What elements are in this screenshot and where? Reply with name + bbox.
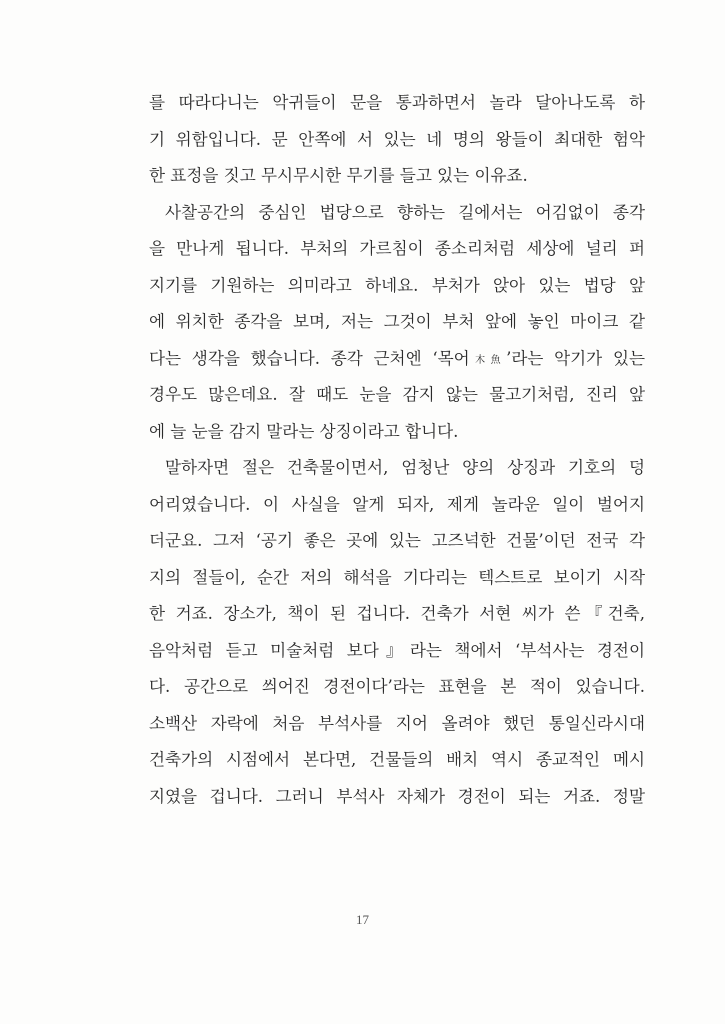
body-text xyxy=(149,85,645,815)
text-line: 를 따라다니는 악귀들이 문을 통과하면서 놀라 달아나도록 하 xyxy=(149,93,645,112)
text-line: 에 늘 눈을 감지 말라는 상징이라고 합니다. xyxy=(149,421,459,441)
text-line: 기 위함입니다. 문 안쪽에 서 있는 네 명의 왕들이 최대한 험악 xyxy=(149,129,645,149)
hanja-annotation: 木魚 xyxy=(469,354,507,366)
text-line: 사찰공간의 중심인 법당으로 향하는 길에서는 어김없이 종각 xyxy=(165,202,645,222)
text-line: 한 거죠. 장소가, 책이 된 겁니다. 건축가 서현 씨가 쓴『건축, xyxy=(149,604,645,623)
text-line: 지기를 기원하는 의미라고 하네요. 부처가 앉아 있는 법당 앞 xyxy=(149,275,645,295)
text-segment: ’라는 악기가 있는 xyxy=(506,348,645,368)
text-line: 말하자면 절은 건축물이면서, 엄청난 양의 상징과 기호의 덩 xyxy=(165,458,645,477)
text-line: 소백산 자락에 처음 부석사를 지어 올려야 했던 통일신라시대 xyxy=(149,713,645,733)
text-line: 한 표정을 짓고 무시무시한 무기를 들고 있는 이유죠. xyxy=(149,166,528,185)
text-line: 더군요. 그저 ‘공기 좋은 곳에 있는 고즈넉한 건물’이던 전국 각 xyxy=(149,531,645,550)
text-segment: 다는 생각을 했습니다. 종각 근처엔 ‘목어 xyxy=(149,348,470,368)
text-line: 지였을 겁니다. 그러니 부석사 자체가 경전이 되는 거죠. 정말 xyxy=(149,786,645,806)
text-line: 을 만나게 됩니다. 부처의 가르침이 종소리처럼 세상에 널리 퍼 xyxy=(149,239,645,258)
text-line: 지의 절들이, 순간 저의 해석을 기다리는 텍스트로 보이기 시작 xyxy=(149,567,645,587)
text-line: 경우도 많은데요. 잘 때도 눈을 감지 않는 물고기처럼, 진리 앞 xyxy=(149,385,645,404)
text-line: 다. 공간으로 씌어진 경전이다’라는 표현을 본 적이 있습니다. xyxy=(149,677,645,696)
page-number: 17 xyxy=(356,912,369,927)
text-line-with-hanja xyxy=(149,341,645,378)
text-line: 에 위치한 종각을 보며, 저는 그것이 부처 앞에 놓인 마이크 같 xyxy=(149,312,645,331)
text-line: 음악처럼 듣고 미술처럼 보다』라는 책에서 ‘부석사는 경전이 xyxy=(149,640,645,660)
text-line: 어리였습니다. 이 사실을 알게 되자, 제게 놀라운 일이 벌어지 xyxy=(149,494,645,514)
text-line: 건축가의 시점에서 본다면, 건물들의 배치 역시 종교적인 메시 xyxy=(149,750,645,769)
